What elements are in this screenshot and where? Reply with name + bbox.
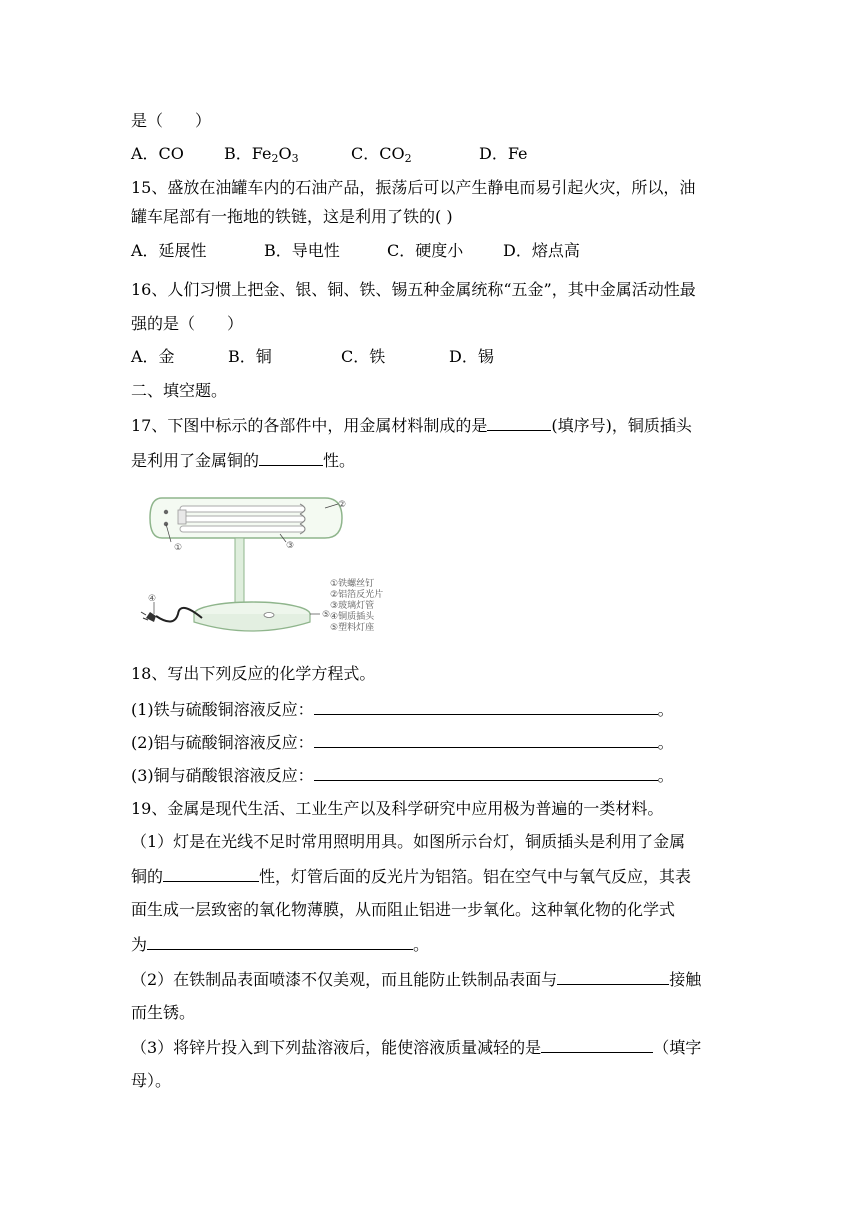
q19-p1-line4: 为 。 bbox=[131, 935, 430, 954]
q15-options bbox=[131, 240, 580, 262]
q18-item-1: (1)铁与硫酸铜溶液反应： 。 bbox=[131, 700, 674, 719]
q16-option-c: C．铁 bbox=[341, 347, 386, 366]
marker-1: ① bbox=[174, 543, 183, 553]
q15-option-b: B．导电性 bbox=[264, 241, 340, 260]
lamp-stem bbox=[235, 538, 244, 606]
q19-title: 19、金属是现代生活、工业生产以及科学研究中应用极为普遍的一类材料。 bbox=[131, 799, 664, 818]
q16-option-d: D．锡 bbox=[449, 347, 494, 366]
marker-5: ⑤ bbox=[322, 610, 331, 620]
lamp-tube-1 bbox=[180, 506, 305, 512]
section-heading-fill-in: 二、填空题。 bbox=[131, 381, 228, 400]
desk-lamp-figure bbox=[140, 490, 390, 640]
q19-p1-line2: 铜的 性，灯管后面的反光片为铝箔。铝在空气中与氧气反应，其表 bbox=[131, 867, 692, 886]
q17-blank-2[interactable] bbox=[259, 449, 323, 466]
q19-p3-line2: 母）。 bbox=[131, 1071, 172, 1090]
q19-blank-4[interactable] bbox=[541, 1036, 653, 1053]
q14-options bbox=[131, 143, 528, 165]
q17-blank-1[interactable] bbox=[487, 414, 551, 431]
q15-stem-line1: 15、盛放在油罐车内的石油产品，振荡后可以产生静电而易引起火灾，所以，油 bbox=[131, 178, 696, 197]
q19-p2-line1: （2）在铁制品表面喷漆不仅美观，而且能防止铁制品表面与 接触 bbox=[131, 970, 702, 989]
q19-blank-1[interactable] bbox=[163, 865, 259, 882]
q19-p3-line1: （3）将锌片投入到下列盐溶液后，能使溶液质量减轻的是 （填字 bbox=[131, 1038, 702, 1057]
q18-item-2: (2)铝与硫酸铜溶液反应： 。 bbox=[131, 733, 674, 752]
q19-p1-line3: 面生成一层致密的氧化物薄膜，从而阻止铝进一步氧化。这种氧化物的化学式 bbox=[131, 900, 676, 919]
q14-option-d: D．Fe bbox=[479, 144, 528, 163]
q15-stem-line2: 罐车尾部有一拖地的铁链，这是利用了铁的( ) bbox=[131, 207, 453, 226]
q19-blank-3[interactable] bbox=[557, 968, 669, 985]
q16-stem-line2: 强的是（ ） bbox=[131, 314, 244, 333]
q16-stem-line1: 16、人们习惯上把金、银、铜、铁、锡五种金属统称“五金”，其中金属活动性最 bbox=[131, 280, 696, 299]
q14-option-c: C．$CO_2$ bbox=[351, 144, 412, 165]
q15-option-d: D．熔点高 bbox=[503, 241, 580, 260]
q18-title: 18、写出下列反应的化学方程式。 bbox=[131, 664, 376, 683]
q17-stem-line1: 17、下图中标示的各部件中，用金属材料制成的是 (填序号)，铜质插头 bbox=[131, 416, 692, 435]
q16-options bbox=[131, 346, 494, 368]
q14-option-a: A．CO bbox=[131, 144, 184, 163]
marker-3: ③ bbox=[286, 541, 295, 551]
q17-stem-line2: 是利用了金属铜的 性。 bbox=[131, 451, 356, 470]
legend-item-4: ④铜质插头 bbox=[330, 612, 375, 622]
marker-2: ② bbox=[338, 500, 347, 510]
legend-item-3: ③玻璃灯管 bbox=[330, 601, 375, 611]
q16-option-a: A．金 bbox=[131, 347, 175, 366]
marker-4: ④ bbox=[148, 594, 157, 604]
q18-blank-3[interactable] bbox=[314, 764, 658, 781]
q18-blank-2[interactable] bbox=[314, 731, 658, 748]
q14-option-b: B．$Fe_2O_3$ bbox=[224, 144, 299, 165]
q18-blank-1[interactable] bbox=[314, 698, 658, 715]
q19-blank-2[interactable] bbox=[147, 933, 413, 950]
lamp-tube-3 bbox=[180, 526, 305, 532]
legend-item-2: ②铝箔反光片 bbox=[330, 590, 384, 600]
lamp-tube-2 bbox=[180, 516, 305, 522]
legend-item-1: ①铁螺丝钉 bbox=[330, 579, 375, 589]
q19-p1-line1: （1）灯是在光线不足时常用照明用具。如图所示台灯，铜质插头是利用了金属 bbox=[131, 832, 686, 851]
q16-option-b: B．铜 bbox=[228, 347, 272, 366]
legend-item-5: ⑤塑料灯座 bbox=[330, 623, 375, 633]
q18-item-3: (3)铜与硝酸银溶液反应： 。 bbox=[131, 766, 674, 785]
plug-icon bbox=[146, 612, 156, 622]
q15-option-c: C．硬度小 bbox=[387, 241, 464, 260]
screw-icon bbox=[164, 510, 168, 514]
q15-option-a: A．延展性 bbox=[131, 241, 207, 260]
q19-p2-line2: 而生锈。 bbox=[131, 1003, 196, 1022]
q14-stem-tail: 是（ ） bbox=[131, 111, 212, 130]
